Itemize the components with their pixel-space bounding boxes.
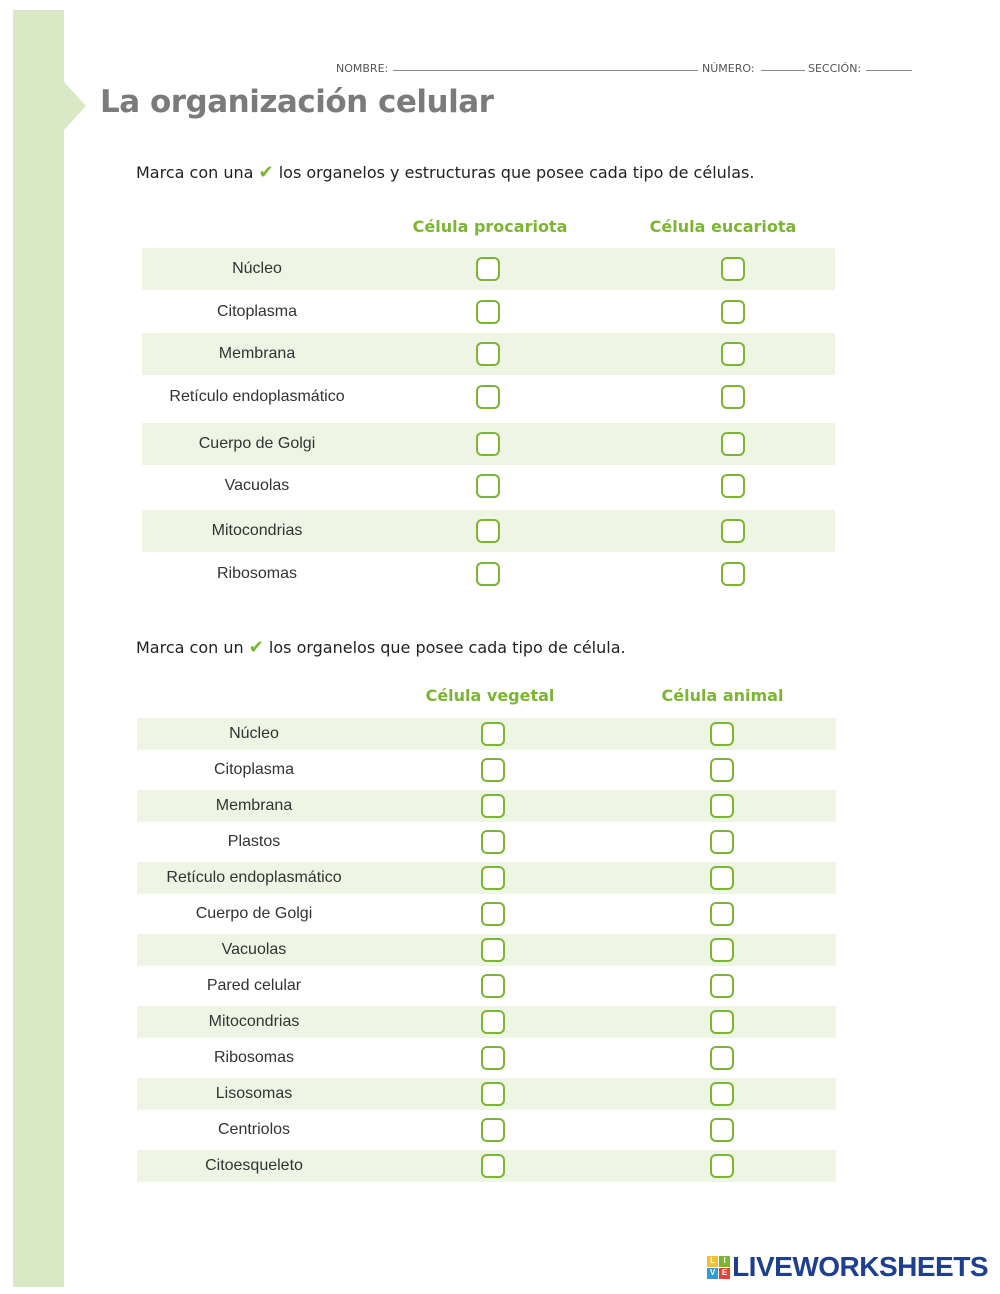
instruction-1 (136, 162, 754, 183)
nombre-field[interactable] (393, 70, 698, 71)
checkbox-col2[interactable] (721, 519, 745, 543)
table-row (137, 1006, 836, 1038)
checkbox-col1[interactable] (481, 794, 505, 818)
table-row (137, 1078, 836, 1110)
checkbox-col1[interactable] (481, 1118, 505, 1142)
row-label: Ribosomas (216, 565, 298, 582)
table-row (142, 465, 835, 507)
checkbox-col1[interactable] (476, 562, 500, 586)
row-label: Núcleo (232, 260, 282, 277)
checkbox-col2[interactable] (710, 1082, 734, 1106)
table-row (137, 790, 836, 822)
side-band (13, 10, 64, 1287)
table-row (137, 826, 836, 858)
row-label: Citoesqueleto (205, 1157, 303, 1174)
table-row (137, 898, 836, 930)
liveworksheets-icon (707, 1256, 730, 1279)
checkbox-col1[interactable] (481, 722, 505, 746)
check-mark-icon: ✔ (258, 162, 274, 183)
checkbox-col1[interactable] (476, 432, 500, 456)
checkbox-col2[interactable] (721, 474, 745, 498)
checkbox-col2[interactable] (721, 342, 745, 366)
checkbox-col1[interactable] (476, 474, 500, 498)
checkbox-col1[interactable] (481, 830, 505, 854)
table-row (137, 754, 836, 786)
row-label: Cuerpo de Golgi (198, 435, 316, 452)
checkbox-col2[interactable] (710, 1046, 734, 1070)
checkbox-col2[interactable] (721, 257, 745, 281)
checkbox-col2[interactable] (710, 866, 734, 890)
table-row (142, 376, 835, 418)
instruction-2-after: los organelos que posee cada tipo de célula. (268, 638, 626, 657)
column-header-procariota: Célula procariota (412, 217, 568, 236)
brand-icon-tile: L (707, 1256, 718, 1267)
checkbox-col1[interactable] (476, 342, 500, 366)
row-label: Citoplasma (216, 303, 298, 320)
instruction-2-before: Marca con un (136, 638, 244, 657)
checkbox-col2[interactable] (710, 722, 734, 746)
checkbox-col2[interactable] (721, 432, 745, 456)
brand-icon-tile: E (719, 1268, 730, 1279)
checkbox-col2[interactable] (710, 758, 734, 782)
table-row (142, 333, 835, 375)
checkbox-col1[interactable] (481, 1082, 505, 1106)
checkbox-col1[interactable] (476, 385, 500, 409)
row-label: Retículo endoplasmático (166, 869, 342, 886)
row-label: Ribosomas (213, 1049, 295, 1066)
checkbox-col2[interactable] (721, 385, 745, 409)
row-label: Mitocondrias (208, 1013, 300, 1030)
brand-name: LIVEWORKSHEETS (732, 1251, 988, 1282)
checkbox-col2[interactable] (710, 938, 734, 962)
check-mark-icon: ✔ (248, 637, 264, 658)
table-row (137, 934, 836, 966)
checkbox-col2[interactable] (721, 562, 745, 586)
table-row (137, 1114, 836, 1146)
table-row (137, 862, 836, 894)
row-label: Plastos (227, 833, 281, 850)
seccion-label: SECCIÓN: (808, 62, 862, 75)
table-row (142, 291, 835, 333)
row-label: Retículo endoplasmático (169, 388, 345, 405)
column-header-vegetal: Célula vegetal (425, 686, 555, 705)
row-label: Membrana (218, 345, 296, 362)
table-row (137, 970, 836, 1002)
checkbox-col2[interactable] (710, 1154, 734, 1178)
checkbox-col1[interactable] (476, 519, 500, 543)
numero-field[interactable] (761, 70, 805, 71)
checkbox-col2[interactable] (721, 300, 745, 324)
checkbox-col2[interactable] (710, 1010, 734, 1034)
checkbox-col1[interactable] (481, 1154, 505, 1178)
instruction-1-before: Marca con una (136, 163, 254, 182)
checkbox-col2[interactable] (710, 830, 734, 854)
checkbox-col2[interactable] (710, 794, 734, 818)
table-row (142, 510, 835, 552)
table-row (142, 553, 835, 595)
table-row (137, 1042, 836, 1074)
checkbox-col1[interactable] (481, 938, 505, 962)
row-label: Pared celular (206, 977, 302, 994)
title-arrow-decoration (64, 82, 86, 130)
checkbox-col2[interactable] (710, 902, 734, 926)
checkbox-col1[interactable] (481, 866, 505, 890)
liveworksheets-logo (707, 1253, 988, 1281)
instruction-1-after: los organelos y estructuras que posee cada tipo de células. (278, 163, 755, 182)
row-label: Vacuolas (224, 477, 290, 494)
row-label: Lisosomas (215, 1085, 293, 1102)
row-label: Membrana (215, 797, 293, 814)
page-title: La organización celular (100, 84, 494, 120)
checkbox-col1[interactable] (481, 1010, 505, 1034)
brand-icon-tile: V (707, 1268, 718, 1279)
instruction-2 (136, 637, 626, 658)
checkbox-col1[interactable] (481, 902, 505, 926)
table-row (137, 718, 836, 750)
checkbox-col1[interactable] (476, 257, 500, 281)
row-label: Mitocondrias (211, 522, 303, 539)
row-label: Cuerpo de Golgi (195, 905, 313, 922)
numero-label: NÚMERO: (702, 62, 755, 75)
column-header-animal: Célula animal (661, 686, 784, 705)
nombre-label: NOMBRE: (336, 62, 389, 75)
checkbox-col1[interactable] (476, 300, 500, 324)
row-label: Centriolos (217, 1121, 291, 1138)
column-header-eucariota: Célula eucariota (649, 217, 797, 236)
table-row (137, 1150, 836, 1182)
seccion-field[interactable] (866, 70, 912, 71)
checkbox-col1[interactable] (481, 758, 505, 782)
checkbox-col1[interactable] (481, 974, 505, 998)
row-label: Vacuolas (221, 941, 287, 958)
checkbox-col1[interactable] (481, 1046, 505, 1070)
student-info-fields (336, 62, 912, 78)
table-row (142, 248, 835, 290)
brand-icon-tile: I (719, 1256, 730, 1267)
row-label: Núcleo (229, 725, 279, 742)
checkbox-col2[interactable] (710, 1118, 734, 1142)
row-label: Citoplasma (213, 761, 295, 778)
table-row (142, 423, 835, 465)
checkbox-col2[interactable] (710, 974, 734, 998)
